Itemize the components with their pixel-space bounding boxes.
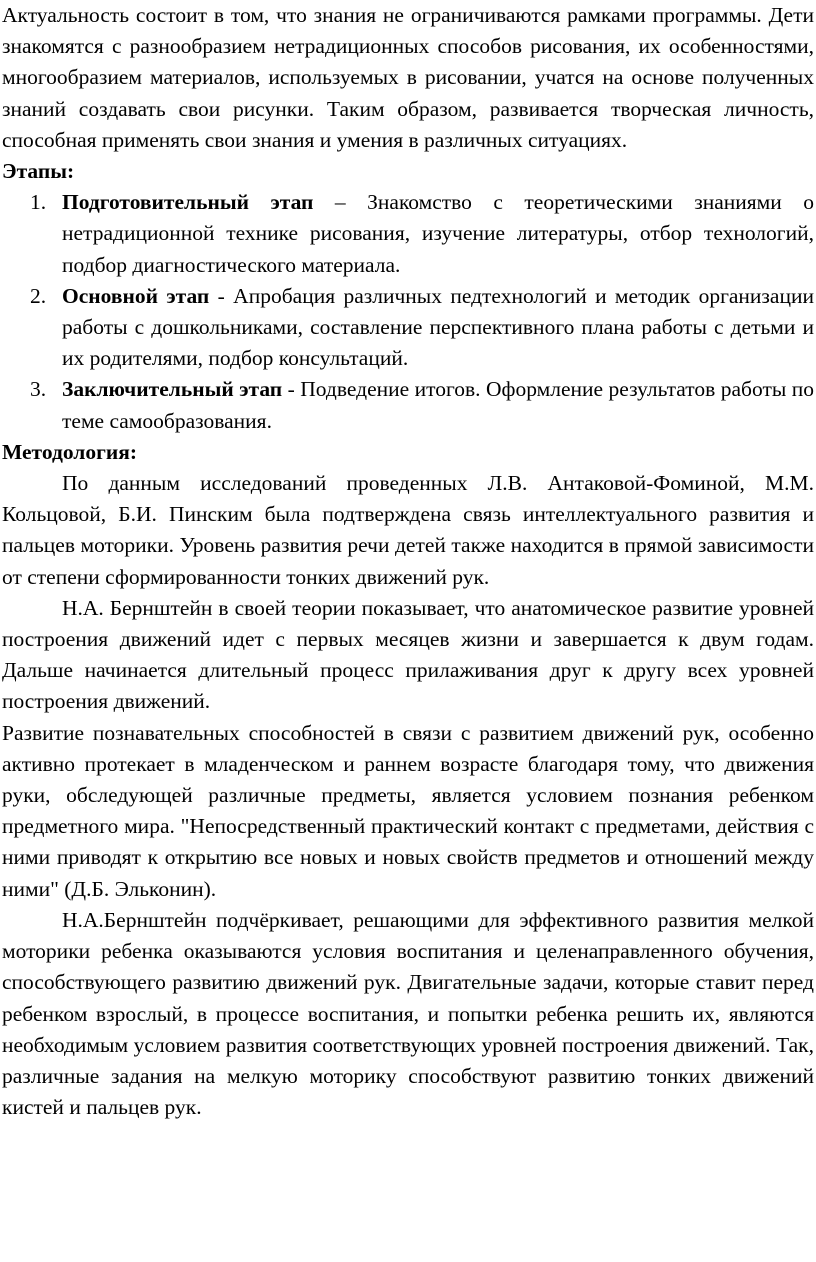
stage-term: Основной этап bbox=[62, 283, 210, 308]
methodology-paragraph: Н.А. Бернштейн в своей теории показывает, что анатомическое развитие уровней построения движений идет с первых месяцев жизни и завершается к двум годам. Дальше начинается длительный процесс прилаживания друг к другу всех уровней построения движений. bbox=[2, 595, 814, 714]
stage-term: Подготовительный этап bbox=[62, 190, 314, 215]
methodology-paragraph: Развитие познавательных способностей в связи с развитием движений рук, особенно активно протекает в младенческом и раннем возрасте благодаря тому, что движения руки, обследующей различные предметы, является условием познания ребенком предметного мира. "Непосредственный практический контакт с предметами, действия с ними приводят к открытию все новых и новых свойств предметов и отношений между ними" (Д.Б. Эльконин). bbox=[2, 720, 814, 901]
methodology-heading: Методология: bbox=[2, 439, 138, 464]
stage-description: - Апробация различных педтехнологий и методик организации работы с дошкольниками, составление перспективного плана работы с детьми и их родителями, подбор консультаций. bbox=[62, 283, 814, 371]
stage-item bbox=[2, 281, 814, 375]
methodology-paragraph: По данным исследований проведенных Л.В. Антаковой-Фоминой, М.М. Кольцовой, Б.И. Пинским была подтверждена связь интеллектуального развития и пальцев моторики. Уровень развития речи детей также находится в прямой зависимости от степени сформированности тонких движений рук. bbox=[2, 471, 814, 589]
stages-list bbox=[2, 187, 814, 437]
stage-description: - Подведение итогов. Оформление результатов работы по теме самообразования. bbox=[62, 377, 815, 433]
stage-term: Заключительный этап bbox=[62, 377, 283, 402]
intro-paragraph: Актуальность состоит в том, что знания не ограничиваются рамками программы. Дети знакомятся с разнообразием нетрадиционных способов рисования, их особенностями, многообразием материалов, используемых в рисовании, учатся на основе полученных знаний создавать свои рисунки. Таким образом, развивается творческая личность, способная применять свои знания и умения в различных ситуациях. bbox=[2, 3, 814, 152]
stage-description: – Знакомство с теоретическими знаниями о нетрадиционной технике рисования, изучение литературы, отбор технологий, подбор диагностического материала. bbox=[62, 190, 815, 277]
stage-item bbox=[2, 374, 814, 436]
stage-item bbox=[2, 187, 814, 281]
stage-number: 3. bbox=[30, 377, 47, 402]
document-page bbox=[2, 0, 814, 1123]
stages-heading: Этапы: bbox=[2, 159, 75, 184]
stage-number: 1. bbox=[30, 190, 47, 215]
methodology-paragraph: Н.А.Бернштейн подчёркивает, решающими для эффективного развития мелкой моторики ребенка оказываются условия воспитания и целенаправленного обучения, способствующего развитию движений рук. Двигательные задачи, которые ставит перед ребенком взрослый, в процессе воспитания, и попытки ребенка решить их, являются необходимым условием развития соответствующих уровней построения движений. Так, различные задания на мелкую моторику способствуют развитию тонких движений кистей и пальцев рук. bbox=[2, 907, 814, 1120]
stage-number: 2. bbox=[30, 283, 47, 308]
